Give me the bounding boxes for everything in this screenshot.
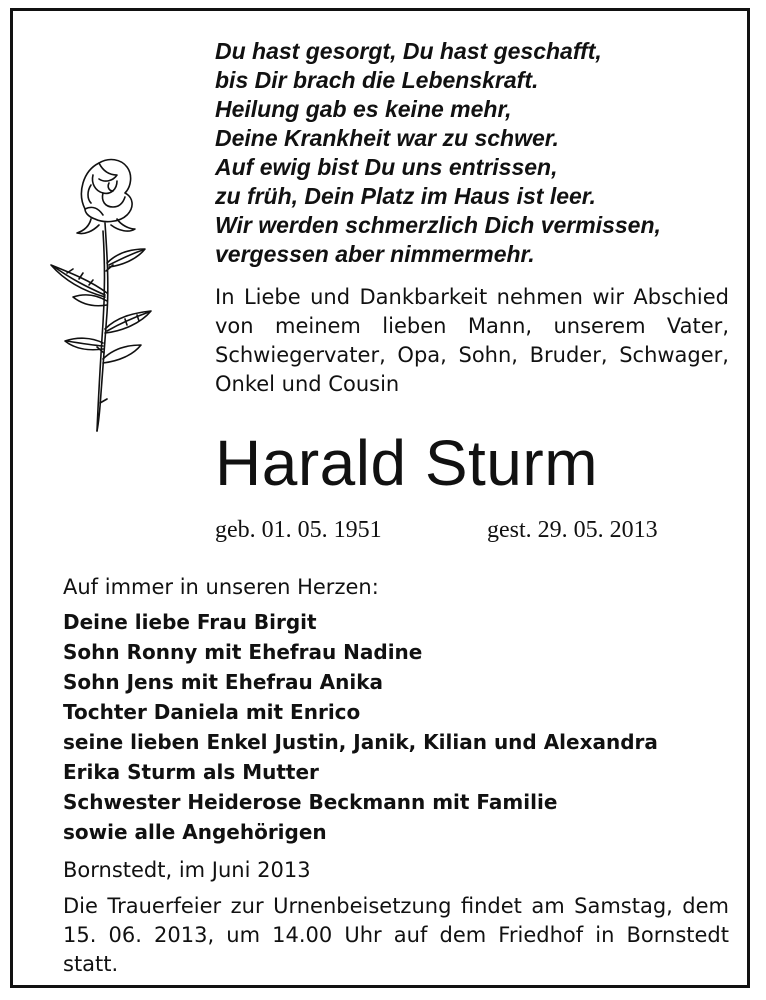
mourner-entry: Schwester Heiderose Beckmann mit Familie [63,790,558,814]
memorial-poem [215,37,661,269]
mourner-entry: Sohn Ronny mit Ehefrau Nadine [63,640,423,664]
obituary-frame [10,8,750,988]
deceased-name: Harald Sturm [215,427,598,499]
funeral-notice: Die Trauerfeier zur Urnenbeisetzung findet am Samstag, dem 15. 06. 2013, um 14.00 Uhr auf dem Friedhof in Bornstedt statt. [63,894,729,976]
death-date: gest. 29. 05. 2013 [487,517,658,543]
mourners-heading: Auf immer in unseren Herzen: [63,575,379,599]
birth-date: geb. 01. 05. 1951 [215,517,382,543]
poem-line: bis Dir brach die Lebenskraft. [215,67,539,93]
poem-line: Auf ewig bist Du uns entrissen, [215,154,558,180]
poem-line: Du hast gesorgt, Du hast geschafft, [215,38,602,64]
mourner-entry: Tochter Daniela mit Enrico [63,700,361,724]
mourner-entry: Sohn Jens mit Ehefrau Anika [63,670,384,694]
mourner-entry: Deine liebe Frau Birgit [63,610,317,634]
mourner-entry: sowie alle Angehörigen [63,820,327,844]
rose-icon [47,153,159,435]
place-and-date: Bornstedt, im Juni 2013 [63,858,311,882]
intro-text: In Liebe und Dankbarkeit nehmen wir Abschied von meinem lieben Mann, unserem Vater, Schwiegervater, Opa, Sohn, Bruder, Schwager, Onkel und Cousin [215,285,729,396]
poem-line: Wir werden schmerzlich Dich vermissen, [215,212,661,238]
mourner-entry: Erika Sturm als Mutter [63,760,319,784]
poem-line: vergessen aber nimmermehr. [215,241,535,267]
poem-line: Heilung gab es keine mehr, [215,96,512,122]
mourner-entry: seine lieben Enkel Justin, Janik, Kilian und Alexandra [63,730,658,754]
mourners-list [63,607,658,847]
poem-line: Deine Krankheit war zu schwer. [215,125,559,151]
poem-line: zu früh, Dein Platz im Haus ist leer. [215,183,596,209]
